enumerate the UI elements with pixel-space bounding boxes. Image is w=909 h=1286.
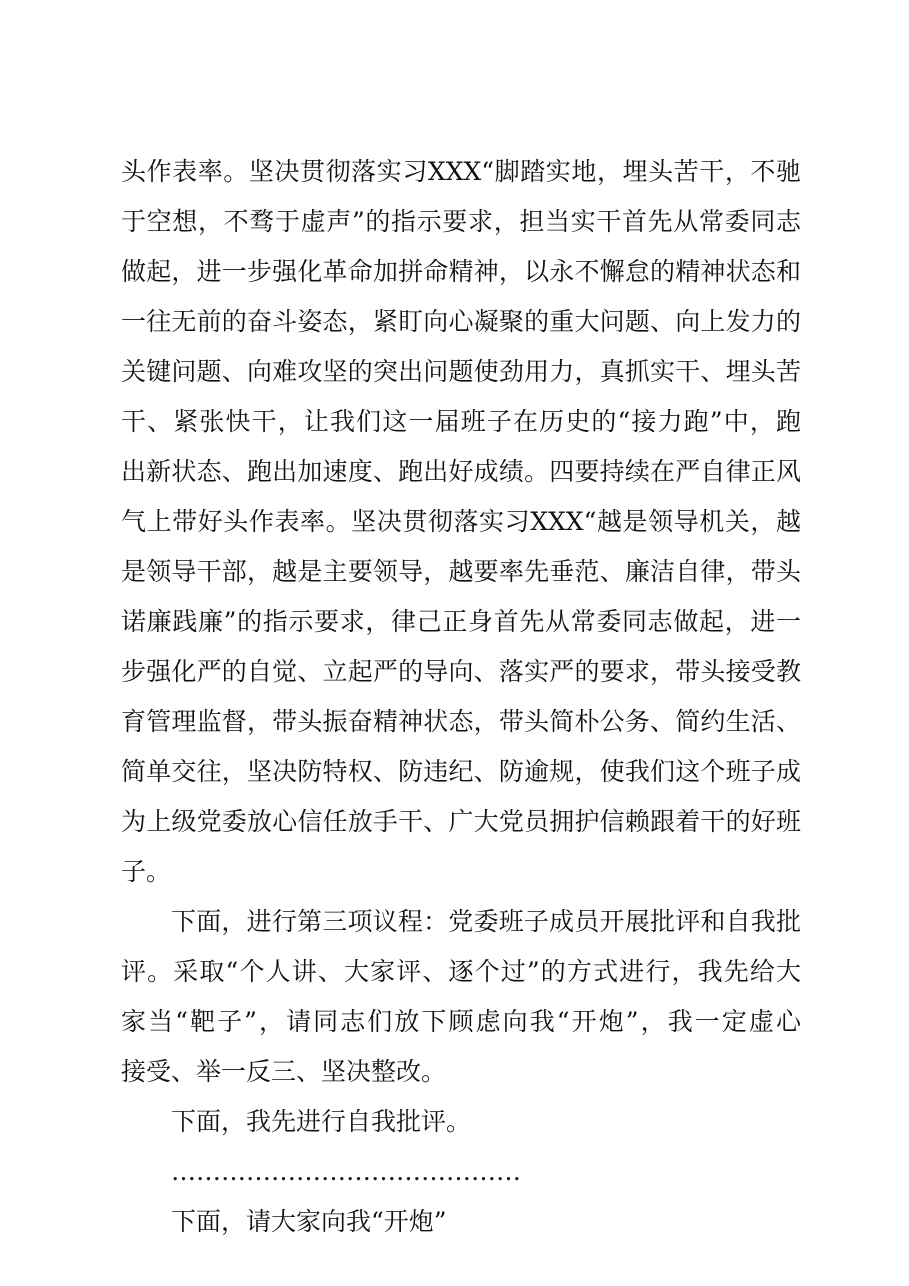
body-line-3: 做起，进一步强化革命加拼命精神，以永不懈怠的精神状态和 [121, 257, 801, 286]
agenda-line-1: 下面，进行第三项议程：党委班子成员开展批评和自我批 [171, 907, 801, 936]
body-line-4: 一往无前的奋斗姿态，紧盯向心凝聚的重大问题、向上发力的 [121, 307, 801, 336]
body-line-15: 子。 [121, 857, 172, 886]
self-criticism-line: 下面，我先进行自我批评。 [171, 1107, 472, 1136]
body-line-14: 为上级党委放心信任放手干、广大党员拥护信赖跟着干的好班 [121, 807, 801, 836]
body-line-8: 气上带好头作表率。坚决贯彻落实习XXX“越是领导机关，越 [121, 507, 801, 536]
body-line-11: 步强化严的自觉、立起严的导向、落实严的要求，带头接受教 [121, 657, 801, 686]
body-line-2: 于空想，不骛于虚声”的指示要求，担当实干首先从常委同志 [121, 207, 801, 236]
agenda-line-3: 家当“靶子”，请同志们放下顾虑向我“开炮”，我一定虚心 [121, 1007, 801, 1036]
ellipsis-line: …………………………………… [171, 1157, 521, 1186]
body-line-5: 关键问题、向难攻坚的突出问题使劲用力，真抓实干、埋头苦 [121, 357, 801, 386]
body-line-9: 是领导干部，越是主要领导，越要率先垂范、廉洁自律，带头 [121, 557, 801, 586]
agenda-line-4: 接受、举一反三、坚决整改。 [121, 1057, 447, 1086]
body-line-10: 诺廉践廉”的指示要求，律己正身首先从常委同志做起，进一 [121, 607, 801, 636]
body-line-6: 干、紧张快干，让我们这一届班子在历史的“接力跑”中，跑 [121, 407, 801, 436]
body-line-12: 育管理监督，带头振奋精神状态，带头简朴公务、简约生活、 [121, 707, 801, 736]
body-line-7: 出新状态、跑出加速度、跑出好成绩。四要持续在严自律正风 [121, 457, 801, 486]
agenda-line-2: 评。采取“个人讲、大家评、逐个过”的方式进行，我先给大 [121, 957, 801, 986]
body-line-1: 头作表率。坚决贯彻落实习XXX“脚踏实地，埋头苦干，不驰 [121, 157, 801, 186]
body-line-13: 简单交往，坚决防特权、防违纪、防逾规，使我们这个班子成 [121, 757, 801, 786]
final-line: 下面，请大家向我“开炮” [171, 1207, 447, 1236]
